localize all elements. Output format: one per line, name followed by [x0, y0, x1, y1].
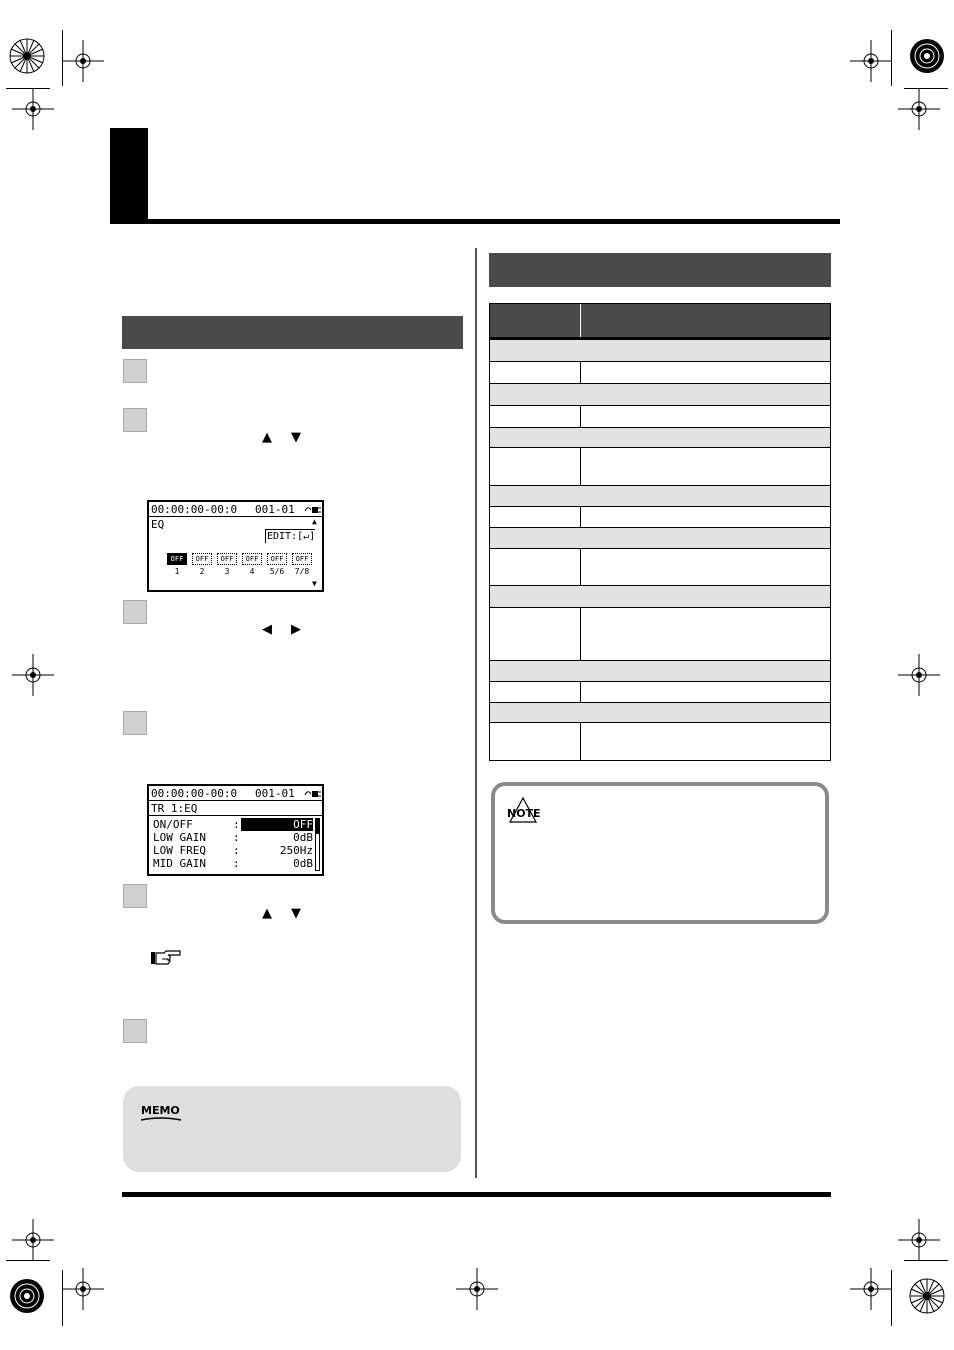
pointing-hand-icon	[150, 950, 182, 966]
param-name: LOW FREQ	[153, 844, 206, 857]
crosshair-mark	[898, 1219, 940, 1261]
step-1-box	[123, 359, 147, 383]
param-value-selected: OFF	[241, 818, 313, 831]
track-switch-4: OFF	[242, 553, 262, 565]
track-label: 5/6	[269, 567, 285, 576]
crop-line	[891, 1270, 892, 1326]
track-switch-5-6: OFF	[267, 553, 287, 565]
crosshair-mark	[62, 40, 104, 82]
track-switch-2: OFF	[192, 553, 212, 565]
parameter-table	[489, 303, 831, 761]
track-label: 7/8	[294, 567, 310, 576]
crosshair-mark	[12, 1219, 54, 1261]
plug-icon	[304, 789, 322, 798]
param-colon: :	[233, 844, 240, 857]
crop-line	[6, 1260, 50, 1261]
param-colon: :	[233, 857, 240, 870]
scroll-down-icon: ▼	[312, 579, 317, 588]
param-value: 0dB	[293, 831, 313, 844]
lcd-time: 00:00:00-00:0	[151, 503, 238, 516]
plug-icon	[304, 505, 322, 514]
registration-target-bottom-right	[904, 1276, 950, 1316]
lcd-track-eq	[147, 784, 324, 876]
crop-line	[904, 88, 948, 89]
up-arrow-icon: ▲	[262, 430, 272, 445]
step-6-box	[123, 1019, 147, 1043]
table-row	[490, 608, 830, 661]
table-group-row	[490, 586, 830, 608]
left-arrow-icon: ◀	[262, 622, 272, 637]
table-row	[490, 507, 830, 528]
crop-line	[904, 1260, 948, 1261]
down-arrow-icon: ▼	[291, 430, 301, 445]
table-row	[490, 362, 830, 384]
crop-line	[62, 1270, 63, 1326]
registration-target-top-left	[4, 36, 50, 76]
memo-label: MEMO	[141, 1104, 180, 1117]
lcd-screen-name: EQ	[151, 518, 165, 531]
up-arrow-icon: ▲	[262, 906, 272, 921]
param-colon: :	[233, 818, 240, 831]
note-icon	[506, 797, 544, 827]
table-group-row	[490, 340, 830, 362]
crosshair-mark	[456, 1268, 498, 1310]
lcd-edit-label: EDIT:[↵]	[267, 531, 316, 542]
scrollbar	[315, 818, 320, 871]
crosshair-mark	[62, 1268, 104, 1310]
step-2-box	[123, 408, 147, 432]
track-switch-3: OFF	[217, 553, 237, 565]
crosshair-mark	[12, 654, 54, 696]
track-switch-1: OFF	[167, 553, 187, 565]
crop-line	[62, 30, 63, 86]
track-switch-7-8: OFF	[292, 553, 312, 565]
lcd-time: 00:00:00-00:0	[151, 787, 238, 800]
step-4-box	[123, 711, 147, 735]
table-row	[490, 406, 830, 428]
param-name: ON/OFF	[153, 818, 193, 831]
step-5-box	[123, 884, 147, 908]
param-value: 0dB	[293, 857, 313, 870]
param-name: MID GAIN	[153, 857, 206, 870]
table-group-row	[490, 428, 830, 448]
lcd-screen-name: TR 1:EQ	[151, 802, 198, 815]
table-row	[490, 723, 830, 760]
crop-line	[891, 30, 892, 86]
section-heading-bar-left	[122, 316, 463, 349]
crosshair-mark	[898, 654, 940, 696]
scrollbar-thumb	[316, 819, 319, 834]
registration-target-top-right	[904, 36, 950, 76]
table-row	[490, 549, 830, 586]
lcd-sub-rule	[149, 815, 322, 816]
param-colon: :	[233, 831, 240, 844]
section-heading-bar-right	[489, 253, 831, 287]
table-group-row	[490, 661, 830, 682]
note-label: NOTE	[507, 807, 541, 820]
down-arrow-icon: ▼	[291, 906, 301, 921]
track-label: 2	[199, 567, 205, 576]
param-name: LOW GAIN	[153, 831, 206, 844]
crosshair-mark	[850, 40, 892, 82]
scroll-up-icon: ▲	[312, 517, 317, 526]
table-group-row	[490, 703, 830, 723]
track-label: 1	[174, 567, 180, 576]
step-3-box	[123, 600, 147, 624]
header-rule	[110, 219, 840, 224]
right-arrow-icon: ▶	[291, 622, 301, 637]
memo-icon	[139, 1103, 183, 1123]
crosshair-mark	[12, 88, 54, 130]
table-group-row	[490, 528, 830, 549]
table-group-row	[490, 486, 830, 507]
table-row	[490, 682, 830, 703]
lcd-eq-overview	[147, 500, 324, 592]
registration-target-bottom-left	[4, 1276, 50, 1316]
crosshair-mark	[898, 88, 940, 130]
param-value: 250Hz	[279, 844, 313, 857]
track-label: 3	[224, 567, 230, 576]
memo-box	[123, 1086, 461, 1172]
track-label: 4	[249, 567, 255, 576]
crop-line	[6, 88, 50, 89]
table-header-row	[490, 304, 830, 340]
column-divider	[475, 248, 477, 1178]
crosshair-mark	[850, 1268, 892, 1310]
chapter-tab	[110, 128, 148, 224]
table-row	[490, 448, 830, 486]
lcd-position: 001-01	[255, 787, 295, 800]
footer-rule	[122, 1192, 831, 1197]
table-group-row	[490, 384, 830, 406]
lcd-position: 001-01	[255, 503, 295, 516]
